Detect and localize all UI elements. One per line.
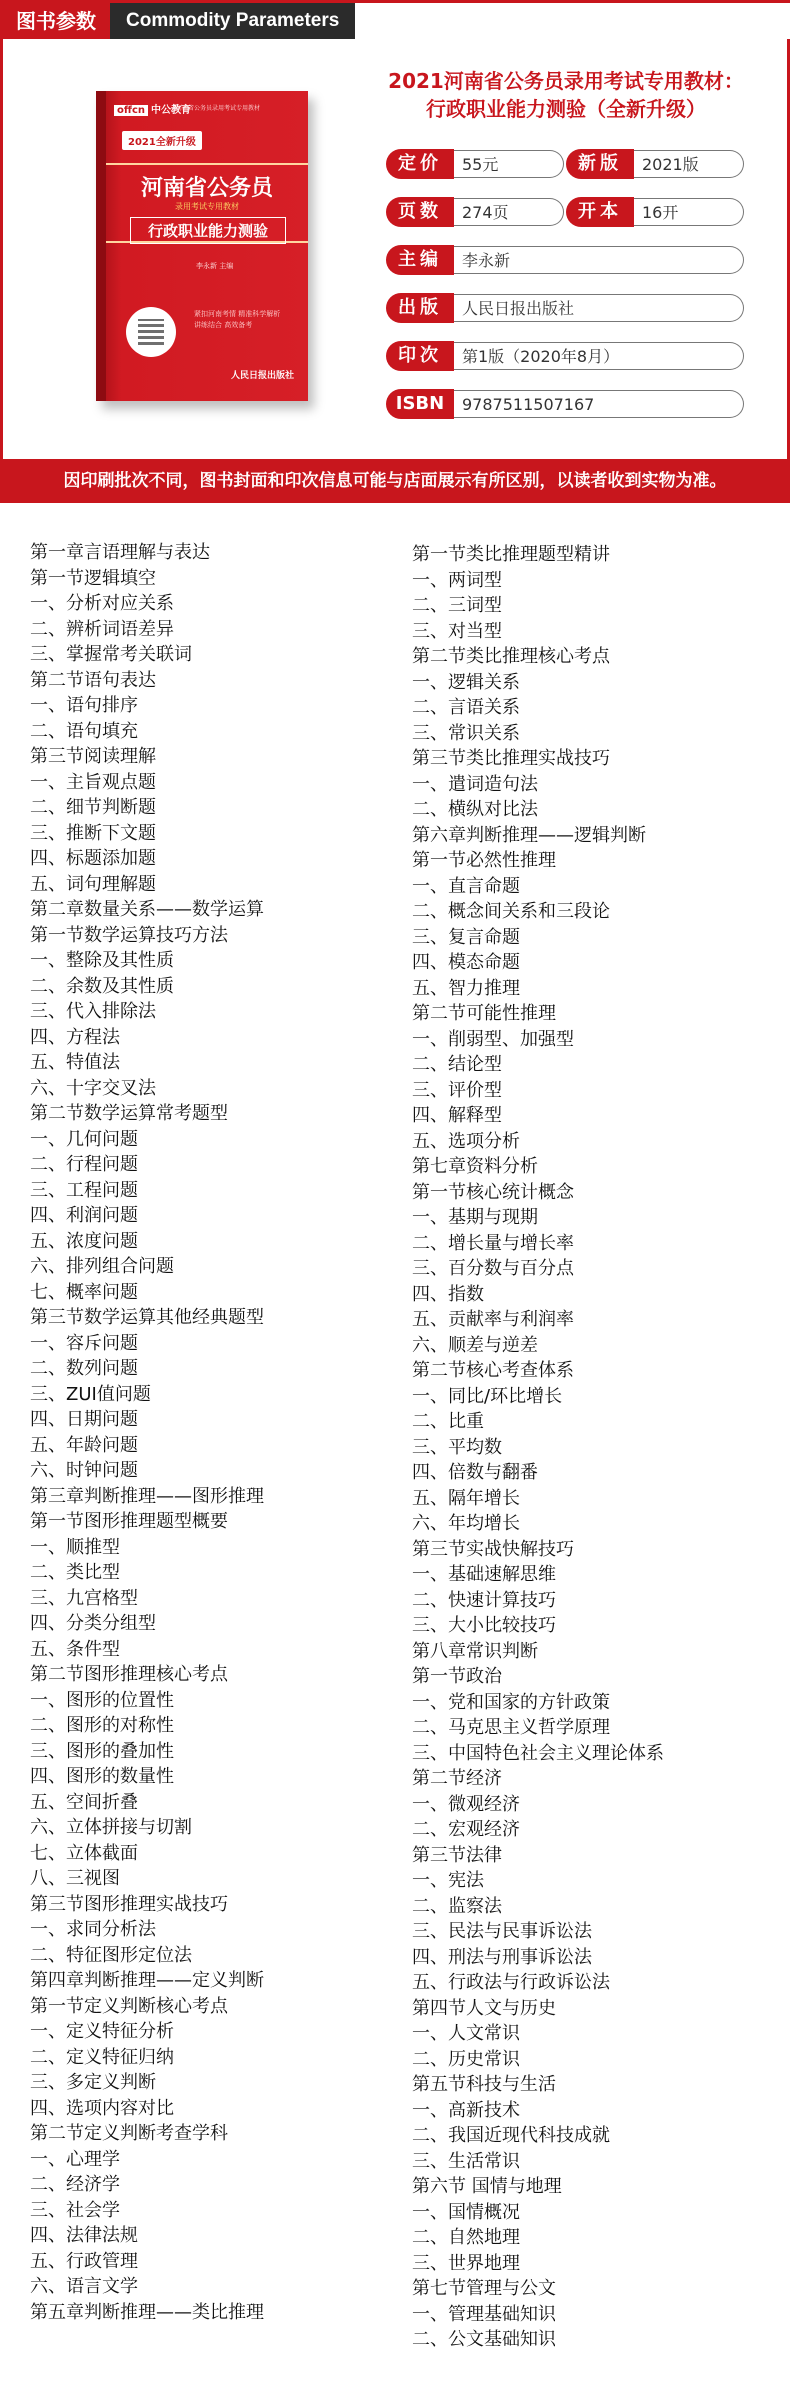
toc-entry: 四、日期问题 (30, 1409, 138, 1430)
toc-entry: 二、我国近现代科技成就 (412, 2125, 610, 2146)
toc-entry: 第三节图形推理实战技巧 (30, 1893, 228, 1915)
toc-entry: 四、方程法 (30, 1026, 120, 1048)
toc-entry: 一、求同分析法 (30, 1919, 156, 1940)
section-tab-cn: 图书参数 (0, 3, 110, 39)
toc-entry: 六、立体拼接与切割 (30, 1817, 192, 1838)
toc-entry: 第二节语句表达 (30, 669, 156, 691)
toc-entry: 三、中国特色社会主义理论体系 (412, 1742, 664, 1764)
toc-entry: 四、图形的数量性 (30, 1766, 174, 1787)
toc-entry: 一、直言命题 (412, 875, 520, 897)
toc-entry: 二、图形的对称性 (30, 1715, 174, 1736)
toc-entry: 第一节图形推理题型概要 (30, 1511, 228, 1532)
toc-entry: 第二节数学运算常考题型 (30, 1103, 228, 1124)
toc-entry: 一、容斥问题 (30, 1332, 138, 1354)
toc-entry: 四、法律法规 (30, 2225, 138, 2246)
cover-title-band (106, 163, 308, 243)
toc-entry: 三、复言命题 (412, 926, 520, 948)
param-publisher: 出版 人民日报出版社 (386, 293, 744, 323)
toc-entry: 五、条件型 (30, 1638, 120, 1660)
toc-entry: 第二节定义判断考查学科 (30, 2123, 228, 2144)
toc-entry: 第三节数学运算其他经典题型 (30, 1307, 264, 1328)
book-spine (96, 91, 106, 401)
section-tab (0, 3, 355, 39)
param-format: 开本 16开 (566, 197, 744, 227)
toc-entry: 第六章判断推理——逻辑判断 (412, 824, 646, 846)
cover-author: 李永新 主编 (196, 262, 234, 270)
toc-entry: 二、类比型 (30, 1562, 120, 1583)
toc-entry: 第二节图形推理核心考点 (30, 1664, 228, 1685)
toc-entry: 第七章资料分析 (412, 1156, 538, 1177)
toc-entry: 五、空间折叠 (30, 1791, 138, 1813)
toc-entry: 第三节类比推理实战技巧 (412, 748, 610, 769)
param-pages: 页数 274页 (386, 197, 564, 227)
table-of-contents-left (30, 540, 264, 2325)
toc-entry: 五、智力推理 (412, 977, 520, 999)
toc-entry: 三、推断下文题 (30, 822, 156, 844)
toc-entry: 二、三词型 (412, 595, 502, 616)
toc-entry: 二、历史常识 (412, 2048, 520, 2070)
toc-entry: 第五节科技与生活 (412, 2074, 556, 2095)
toc-entry: 六、语言文学 (30, 2276, 138, 2297)
toc-entry: 二、语句填充 (30, 720, 138, 742)
toc-entry: 一、主旨观点题 (30, 771, 156, 793)
toc-entry: 第二节经济 (412, 1768, 502, 1789)
toc-entry: 一、心理学 (30, 2148, 120, 2170)
commodity-parameters-panel (0, 0, 790, 515)
toc-entry: 一、逻辑关系 (412, 671, 520, 693)
toc-entry: 四、分类分组型 (30, 1613, 156, 1634)
table-of-contents-right (412, 542, 664, 2353)
section-tab-en: Commodity Parameters (110, 3, 355, 39)
toc-entry: 第一节政治 (412, 1666, 502, 1687)
toc-entry: 二、宏观经济 (412, 1819, 520, 1840)
toc-entry: 二、概念间关系和三段论 (412, 901, 610, 922)
toc-entry: 二、定义特征归纳 (30, 2046, 174, 2068)
toc-entry: 第三章判断推理——图形推理 (30, 1485, 264, 1507)
toc-entry: 一、同比/环比增长 (412, 1385, 563, 1407)
toc-entry: 五、特值法 (30, 1052, 120, 1073)
qr-code-icon (126, 307, 176, 357)
cover-badge: 2021全新升级 (122, 131, 202, 150)
cover-subtitle: 录用考试专用教材 (175, 202, 239, 211)
toc-entry: 二、监察法 (412, 1895, 502, 1917)
toc-entry: 六、十字交叉法 (30, 1077, 156, 1099)
toc-entry: 六、年均增长 (412, 1513, 520, 1534)
toc-entry: 一、分析对应关系 (30, 593, 174, 614)
toc-entry: 二、比重 (412, 1411, 484, 1432)
toc-entry: 第八章常识判断 (412, 1640, 538, 1662)
toc-entry: 二、行程问题 (30, 1154, 138, 1175)
toc-entry: 四、利润问题 (30, 1205, 138, 1226)
toc-entry: 四、模态命题 (412, 952, 520, 973)
toc-entry: 五、行政管理 (30, 2250, 138, 2272)
toc-entry: 第一节类比推理题型精讲 (412, 544, 610, 565)
cover-publisher: 人民日报出版社 (230, 371, 294, 381)
toc-entry: 三、世界地理 (412, 2252, 520, 2274)
toc-entry: 二、余数及其性质 (30, 975, 174, 997)
toc-entry: 三、民法与民事诉讼法 (412, 1921, 592, 1942)
toc-entry: 二、公文基础知识 (412, 2329, 556, 2350)
toc-entry: 三、大小比较技巧 (412, 1615, 556, 1636)
toc-entry: 四、倍数与翻番 (412, 1462, 538, 1483)
cover-subject: 行政职业能力测验 (130, 217, 286, 244)
param-isbn: ISBN 9787511507167 (386, 389, 744, 419)
toc-entry: 第一节数学运算技巧方法 (30, 924, 228, 946)
toc-entry: 三、常识关系 (412, 722, 520, 744)
param-edition: 新版 2021版 (566, 149, 744, 179)
toc-entry: 三、代入排除法 (30, 1001, 156, 1022)
toc-entry: 八、三视图 (30, 1868, 120, 1889)
toc-entry: 一、削弱型、加强型 (412, 1028, 574, 1050)
toc-entry: 一、语句排序 (30, 695, 138, 716)
cover-top-line: 河南省公务员录用考试专用教材 (176, 105, 261, 112)
toc-entry: 二、马克思主义哲学原理 (412, 1717, 610, 1738)
toc-entry: 一、几何问题 (30, 1128, 138, 1150)
toc-entry: 一、微观经济 (412, 1793, 520, 1815)
toc-entry: 二、快速计算技巧 (412, 1589, 556, 1611)
toc-entry: 一、基期与现期 (412, 1207, 538, 1228)
toc-entry: 第一节核心统计概念 (412, 1181, 574, 1203)
toc-entry: 第五章判断推理——类比推理 (30, 2301, 264, 2323)
disclaimer-banner: 因印刷批次不同，图书封面和印次信息可能与店面展示有所区别，以读者收到实物为准。 (0, 459, 790, 503)
toc-entry: 六、顺差与逆差 (412, 1334, 538, 1356)
toc-entry: 七、概率问题 (30, 1281, 138, 1303)
toc-entry: 二、特征图形定位法 (30, 1944, 192, 1966)
toc-entry: 三、生活常识 (412, 2150, 520, 2172)
toc-entry: 一、两词型 (412, 569, 502, 591)
toc-entry: 二、横纵对比法 (412, 799, 538, 820)
toc-entry: 五、年龄问题 (30, 1434, 138, 1456)
toc-entry: 第四节人文与历史 (412, 1997, 556, 2019)
param-printing: 印次 第1版（2020年8月） (386, 341, 744, 371)
brand-logo: offcn 中公教育 (114, 101, 191, 116)
cover-title: 河南省公务员 (140, 175, 273, 201)
toc-entry: 三、评价型 (412, 1079, 502, 1101)
toc-entry: 二、细节判断题 (30, 797, 156, 818)
cover-notes: 紧扣河南考情 精准科学解析 讲练结合 高效备考 (194, 310, 281, 329)
toc-entry: 第七节管理与公文 (412, 2278, 556, 2299)
toc-entry: 一、党和国家的方针政策 (412, 1691, 610, 1713)
toc-entry: 三、平均数 (412, 1436, 502, 1458)
toc-entry: 第二章数量关系——数学运算 (30, 899, 264, 920)
toc-entry: 第一节逻辑填空 (30, 567, 156, 589)
toc-entry: 第三节实战快解技巧 (412, 1538, 574, 1560)
toc-entry: 一、顺推型 (30, 1536, 120, 1558)
toc-entry: 六、排列组合问题 (30, 1256, 174, 1277)
toc-entry: 三、掌握常考关联词 (30, 644, 192, 665)
toc-entry: 二、自然地理 (412, 2227, 520, 2248)
book-cover-image (96, 91, 308, 401)
toc-entry: 四、解释型 (412, 1105, 502, 1126)
toc-entry: 第三节阅读理解 (30, 746, 156, 767)
toc-entry: 第六节 国情与地理 (412, 2176, 562, 2197)
toc-entry: 二、结论型 (412, 1054, 502, 1075)
toc-entry: 二、言语关系 (412, 697, 520, 718)
toc-entry: 三、对当型 (412, 620, 502, 642)
toc-entry: 二、经济学 (30, 2174, 120, 2195)
toc-entry: 五、贡献率与利润率 (412, 1309, 574, 1330)
toc-entry: 第二节类比推理核心考点 (412, 646, 610, 667)
toc-entry: 第二节可能性推理 (412, 1003, 556, 1024)
param-editor: 主编 李永新 (386, 245, 744, 275)
toc-entry: 第四章判断推理——定义判断 (30, 1970, 264, 1991)
toc-entry: 四、指数 (412, 1283, 484, 1305)
toc-entry: 二、辨析词语差异 (30, 618, 174, 640)
toc-entry: 第一节定义判断核心考点 (30, 1995, 228, 2017)
toc-entry: 第二节核心考查体系 (412, 1360, 574, 1381)
toc-entry: 一、遣词造句法 (412, 773, 538, 795)
toc-entry: 第三节法律 (412, 1844, 502, 1866)
toc-entry: 五、隔年增长 (412, 1487, 520, 1509)
toc-entry: 二、数列问题 (30, 1358, 138, 1379)
toc-entry: 四、刑法与刑事诉讼法 (412, 1946, 592, 1968)
toc-entry: 二、增长量与增长率 (412, 1232, 574, 1254)
toc-entry: 一、管理基础知识 (412, 2303, 556, 2325)
toc-entry: 五、选项分析 (412, 1130, 520, 1152)
toc-entry: 一、宪法 (412, 1870, 484, 1891)
toc-entry: 三、百分数与百分点 (412, 1258, 574, 1279)
toc-entry: 三、ZUI值问题 (30, 1383, 151, 1405)
toc-entry: 三、图形的叠加性 (30, 1740, 174, 1762)
toc-entry: 四、选项内容对比 (30, 2097, 174, 2119)
toc-entry: 三、九宫格型 (30, 1587, 138, 1609)
toc-entry: 三、工程问题 (30, 1179, 138, 1201)
toc-entry: 一、人文常识 (412, 2023, 520, 2044)
toc-entry: 七、立体截面 (30, 1842, 138, 1864)
toc-entry: 一、高新技术 (412, 2099, 520, 2121)
toc-entry: 一、整除及其性质 (30, 950, 174, 971)
toc-entry: 第一章言语理解与表达 (30, 542, 210, 563)
toc-entry: 一、国情概况 (412, 2201, 520, 2223)
param-price: 定价 55元 (386, 149, 564, 179)
toc-entry: 一、定义特征分析 (30, 2021, 174, 2042)
toc-entry: 四、标题添加题 (30, 848, 156, 869)
toc-entry: 三、社会学 (30, 2199, 120, 2221)
toc-entry: 五、词句理解题 (30, 873, 156, 895)
toc-entry: 五、行政法与行政诉讼法 (412, 1972, 610, 1993)
toc-entry: 一、图形的位置性 (30, 1689, 174, 1711)
toc-entry: 六、时钟问题 (30, 1460, 138, 1481)
toc-entry: 第一节必然性推理 (412, 850, 556, 871)
toc-entry: 三、多定义判断 (30, 2072, 156, 2093)
toc-entry: 一、基础速解思维 (412, 1564, 556, 1585)
toc-entry: 五、浓度问题 (30, 1230, 138, 1252)
book-title: 2021河南省公务员录用考试专用教材：行政职业能力测验（全新升级） (388, 69, 744, 121)
